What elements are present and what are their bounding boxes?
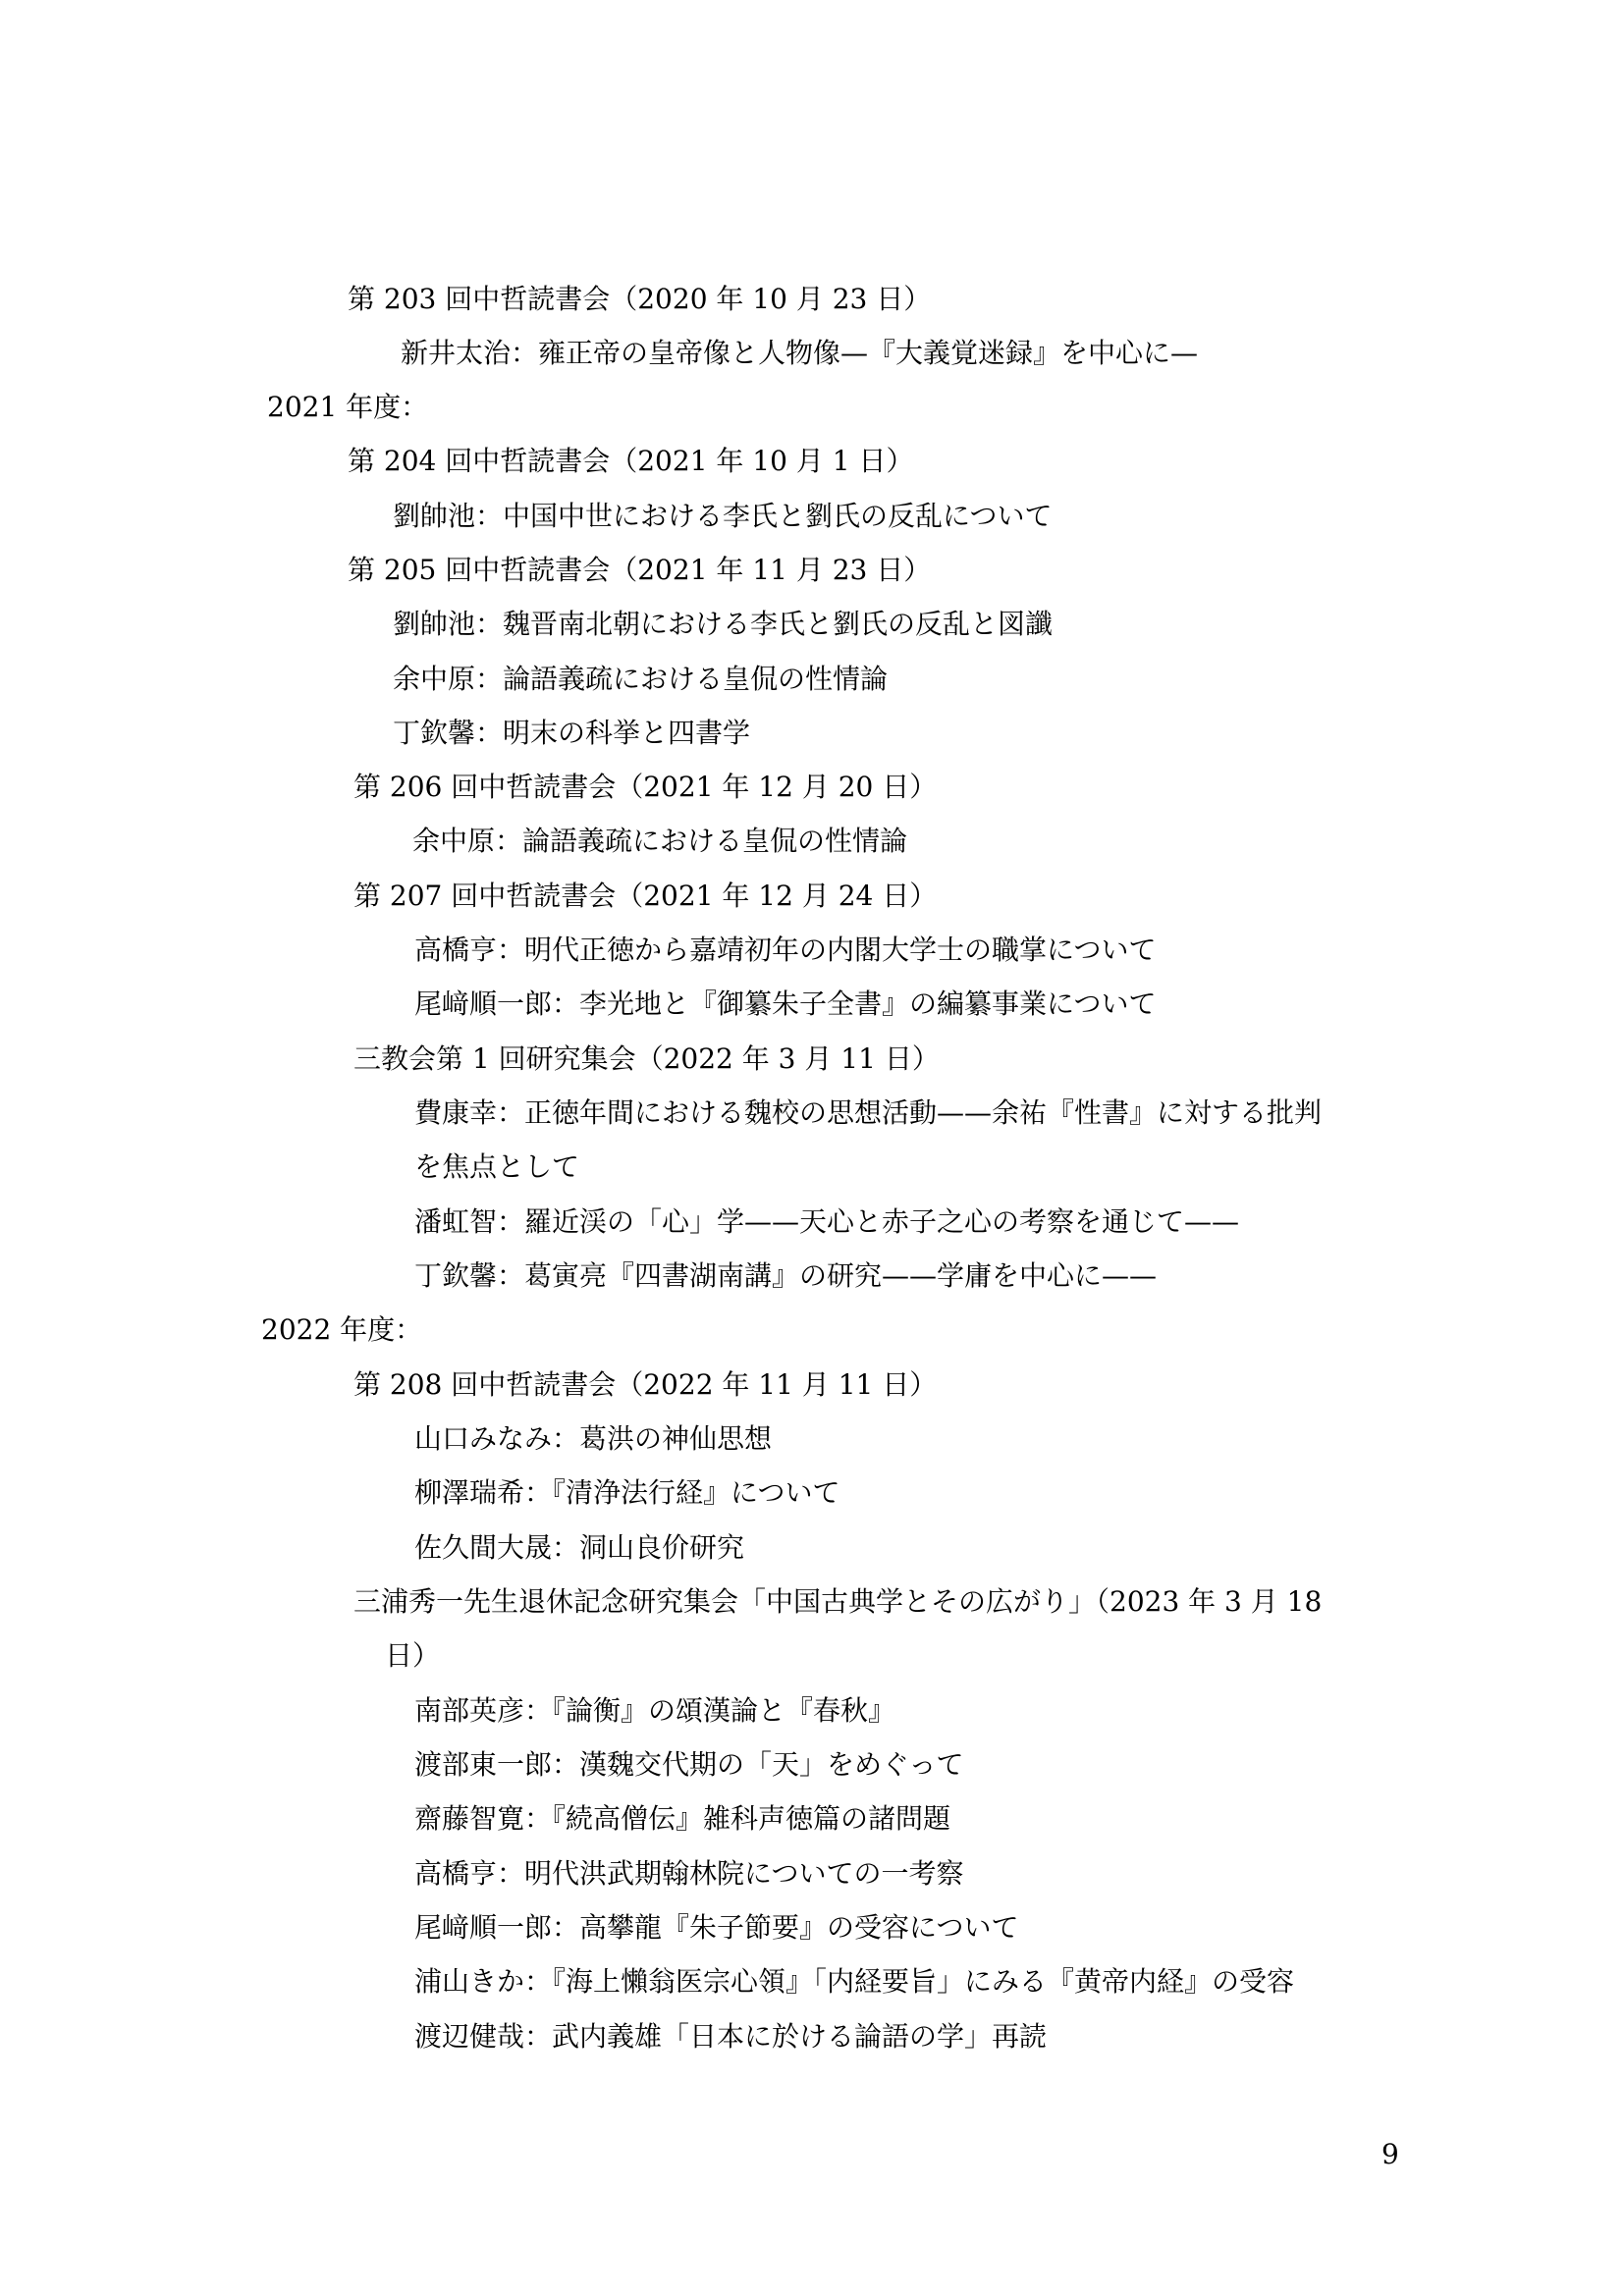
meeting-heading: 三教会第 1 回研究集会（2022 年 3 月 11 日） — [353, 1042, 940, 1075]
presentation-entry: 渡辺健哉：武内義雄「日本に於ける論語の学」再読 — [414, 2020, 1048, 2053]
presentation-entry: 丁欽馨：葛寅亮『四書湖南講』の研究——学庸を中心に—— — [414, 1259, 1158, 1292]
presentation-entry: 劉帥池：中国中世における李氏と劉氏の反乱について — [393, 500, 1053, 532]
meeting-heading: 第 203 回中哲読書会（2020 年 10 月 23 日） — [348, 283, 932, 315]
meeting-heading-continued: 日） — [385, 1639, 441, 1672]
presentation-entry: 浦山きか：『海上懶翁医宗心領』「内経要旨」にみる『黄帝内経』の受容 — [414, 1965, 1295, 1998]
presentation-entry: 山口みなみ：葛洪の神仙思想 — [414, 1422, 773, 1455]
presentation-entry: 尾﨑順一郎：高攀龍『朱子節要』の受容について — [414, 1911, 1019, 1944]
presentation-entry: 佐久間大晟：洞山良价研究 — [414, 1531, 745, 1564]
year-heading: 2022 年度： — [261, 1313, 423, 1346]
presentation-entry: 費康幸：正徳年間における魏校の思想活動——余祐『性書』に対する批判 — [414, 1096, 1323, 1129]
presentation-entry: 尾﨑順一郎：李光地と『御纂朱子全書』の編纂事業について — [414, 988, 1157, 1020]
presentation-entry: 余中原：論語義疏における皇侃の性情論 — [393, 663, 889, 695]
presentation-entry: 高橋亨：明代洪武期翰林院についての一考察 — [414, 1857, 964, 1890]
meeting-heading: 三浦秀一先生退休記念研究集会「中国古典学とその広がり」（2023 年 3 月 18 — [353, 1585, 1323, 1618]
presentation-entry: 丁欽馨：明末の科挙と四書学 — [393, 717, 751, 749]
presentation-entry: 劉帥池：魏晋南北朝における李氏と劉氏の反乱と図讖 — [393, 608, 1054, 640]
page-number: 9 — [1381, 2138, 1399, 2170]
meeting-heading: 第 204 回中哲読書会（2021 年 10 月 1 日） — [348, 445, 914, 477]
presentation-entry: 齋藤智寛：『続高僧伝』雑科声徳篇の諸問題 — [414, 1802, 951, 1835]
presentation-entry-continued: を焦点として — [414, 1150, 580, 1183]
presentation-entry: 新井太治：雍正帝の皇帝像と人物像—『大義覚迷録』を中心に— — [401, 337, 1199, 369]
meeting-heading: 第 205 回中哲読書会（2021 年 11 月 23 日） — [348, 554, 932, 586]
presentation-entry: 南部英彦：『論衡』の頌漢論と『春秋』 — [414, 1694, 896, 1727]
presentation-entry: 潘虹智：羅近渓の「心」学——天心と赤子之心の考察を通じて—— — [414, 1205, 1240, 1238]
meeting-heading: 第 207 回中哲読書会（2021 年 12 月 24 日） — [353, 880, 938, 912]
presentation-entry: 柳澤瑞希：『清浄法行経』について — [414, 1476, 840, 1509]
year-heading: 2021 年度： — [267, 391, 429, 423]
presentation-entry: 渡部東一郎：漢魏交代期の「天」をめぐって — [414, 1748, 964, 1781]
meeting-heading: 第 208 回中哲読書会（2022 年 11 月 11 日） — [353, 1368, 938, 1401]
meeting-heading: 第 206 回中哲読書会（2021 年 12 月 20 日） — [353, 771, 938, 803]
presentation-entry: 余中原：論語義疏における皇侃の性情論 — [412, 825, 908, 857]
presentation-entry: 高橋亨：明代正徳から嘉靖初年の内閣大学士の職掌について — [414, 934, 1157, 966]
